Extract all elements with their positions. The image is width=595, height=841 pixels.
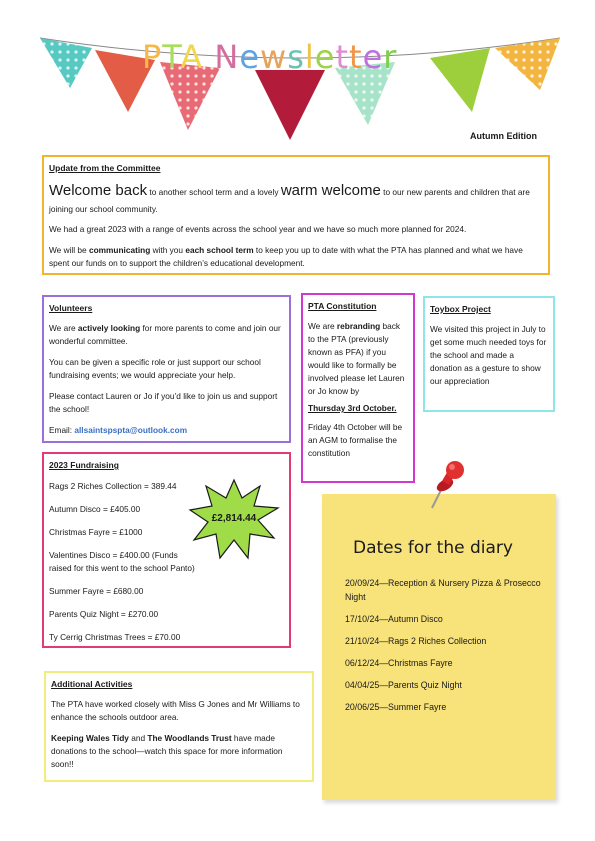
- title-letter: N: [214, 38, 240, 76]
- diary-item: 04/04/25—Parents Quiz Night: [345, 680, 462, 690]
- email-link[interactable]: allsaintspspta@outlook.com: [74, 425, 188, 435]
- additional-box: [44, 671, 314, 782]
- toybox-box: [423, 296, 555, 412]
- additional-paragraph-1: The PTA have worked closely with Miss G Jones and Mr Williams to enhance the schools outdoor area.: [51, 699, 300, 722]
- welcome-back-text: Welcome back: [49, 182, 148, 199]
- additional-paragraph-2: Keeping Wales Tidy and The Woodlands Trust have made donations to the school—watch this space for more information soon!!: [51, 733, 283, 769]
- fundraising-item: Summer Fayre = £680.00: [49, 586, 144, 596]
- committee-box: [42, 155, 550, 275]
- constitution-date: Thursday 3rd October.: [308, 403, 397, 413]
- title-letter: t: [335, 38, 350, 76]
- title-letter: [203, 38, 214, 76]
- fundraising-item: Autumn Disco = £405.00: [49, 504, 141, 514]
- diary-item: 20/09/24—Reception & Nursery Pizza & Prosecco Night: [345, 578, 541, 602]
- edition-label: Autumn Edition: [470, 131, 537, 141]
- title-letter: e: [239, 38, 261, 76]
- title-letter: A: [180, 38, 204, 76]
- title-letter: t: [349, 38, 363, 76]
- communication-paragraph: We will be communicating with you each school term to keep you up to date with what the PTA has planned and what we have spent our funds on to support the children’s educational development.: [49, 245, 523, 268]
- committee-heading: Update from the Committee: [49, 163, 161, 173]
- toybox-heading: Toybox Project: [430, 304, 491, 314]
- fundraising-item: Christmas Fayre = £1000: [49, 527, 143, 537]
- fundraising-item: Ty Cerrig Christmas Trees = £70.00: [49, 632, 181, 642]
- title-letter: e: [362, 38, 384, 76]
- diary-note: [322, 494, 556, 800]
- toybox-paragraph: We visited this project in July to get some much needed toys for the school and made a donation as a gesture to show our appreciation: [430, 324, 547, 386]
- volunteers-paragraph-1: We are actively looking for more parents to come and join our wonderful committee.: [49, 323, 281, 346]
- diary-title: Dates for the diary: [353, 538, 513, 558]
- fundraising-item: Rags 2 Riches Collection = 389.44: [49, 481, 177, 491]
- push-pin-icon: [418, 458, 468, 514]
- flag-1: [40, 38, 92, 88]
- newsletter-title: [142, 38, 462, 82]
- volunteers-paragraph-3: Please contact Lauren or Jo if you’d like to join us and support the school!: [49, 391, 278, 414]
- additional-heading: Additional Activities: [51, 679, 133, 689]
- year-paragraph: We had a great 2023 with a range of events across the school year and we have so much more planned for 2024.: [49, 224, 467, 234]
- fundraising-item: Parents Quiz Night = £270.00: [49, 609, 159, 619]
- constitution-paragraph-3: Friday 4th October will be an AGM to formalise the constitution: [308, 422, 403, 458]
- title-letter: P: [142, 38, 163, 76]
- title-letter: T: [162, 38, 181, 76]
- title-letter: r: [383, 38, 398, 76]
- warm-welcome-text: warm welcome: [280, 182, 381, 199]
- title-letter: w: [260, 38, 288, 76]
- fundraising-item: Valentines Disco = £400.00 (Funds raised for this went to the school Panto): [49, 550, 195, 573]
- diary-item: 20/06/25—Summer Fayre: [345, 702, 447, 712]
- diary-item: 21/10/24—Rags 2 Riches Collection: [345, 636, 487, 646]
- title-letter: l: [304, 38, 315, 76]
- diary-item: 17/10/24—Autumn Disco: [345, 614, 443, 624]
- diary-item: 06/12/24—Christmas Fayre: [345, 658, 453, 668]
- constitution-paragraph-1: We are rebranding back to the PTA (previously known as PFA) if you would like to formally be involved please let Lauren or Jo know by: [308, 321, 405, 396]
- volunteers-box: [42, 295, 291, 443]
- welcome-paragraph: Welcome back to another school term and a lovely warm welcome to our new parents and children that are joining our school community.: [49, 182, 530, 214]
- volunteers-heading: Volunteers: [49, 303, 93, 313]
- constitution-box: [301, 293, 415, 483]
- title-letter: s: [287, 38, 305, 76]
- fundraising-heading: 2023 Fundraising: [49, 460, 119, 470]
- volunteers-paragraph-2: You can be given a specific role or just support our school fundraising events; we would appreciate your help.: [49, 357, 261, 380]
- title-letter: e: [314, 38, 336, 76]
- fundraising-total: £2,814.44: [211, 513, 257, 524]
- email-line: Email: allsaintspspta@outlook.com: [49, 425, 188, 435]
- constitution-heading: PTA Constitution: [308, 301, 377, 311]
